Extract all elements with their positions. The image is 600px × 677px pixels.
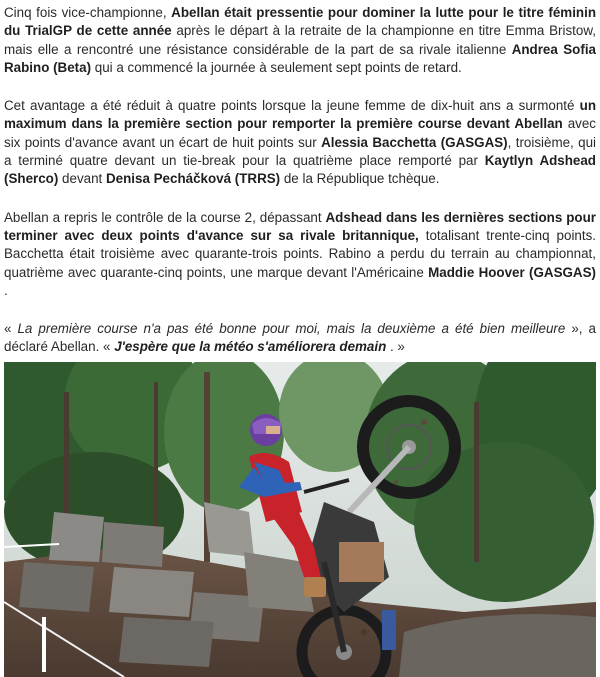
text: après le départ à la retraite de la championne en titre Emma Bristow, mais elle a rencontré une résistance considérable de la part de sa rivale italienne (4, 23, 596, 57)
text: . » (386, 339, 405, 355)
quote-text-bold: J'espère que la météo s'améliorera demain (114, 339, 387, 355)
paragraph-1 (4, 4, 596, 77)
paragraph-2 (4, 97, 596, 188)
text: Abellan a repris le contrôle de la course 2, dépassant (4, 209, 326, 225)
bold-text: un maximum dans la première section pour remporter la première course devant Abellan (4, 98, 596, 132)
text: . (4, 282, 8, 298)
rider-name: Maddie Hoover (GASGAS) (428, 264, 596, 280)
article-body (4, 4, 596, 377)
text: Cet avantage a été réduit à quatre points lorsque la jeune femme de dix-huit ans a surmonté (4, 98, 580, 114)
text: totalisant trente-cinq points. Bacchetta était troisième avec quarante-trois points. Rabino a perdu du terrain au championnat, quatrième avec quarante-cinq points, une marque devant l'Américaine (4, 227, 596, 280)
quote-text: La première course n'a pas été bonne pour moi, mais la deuxième a été bien meilleure (17, 321, 566, 337)
bold-text: Adshead dans les dernières sections pour terminer avec deux points d'avance sur sa rivale britannique, (4, 209, 596, 243)
text: de la République tchèque. (280, 171, 440, 187)
rider-name: Alessia Bacchetta (GASGAS) (321, 134, 508, 150)
text: , troisième, qui a terminé quatre devant un tie-break pour la quatrième place remporté par (4, 134, 596, 169)
rider-name: Denisa Pecháčková (TRRS) (105, 171, 281, 187)
text: devant (58, 171, 106, 187)
rider-name: Kaytlyn Adshead (Sherco) (4, 153, 596, 187)
text: avec six points d'avance avant un écart de huit points sur (4, 116, 596, 150)
text: », a déclaré Abellan. « (4, 321, 596, 355)
rider-name: Andrea Sofia Rabino (Beta) (4, 41, 596, 75)
trial-rider-photo (4, 362, 596, 677)
paragraph-3 (4, 209, 596, 300)
text: Cinq fois vice-championne, (4, 5, 172, 20)
text: qui a commencé la journée à seulement sept points de retard. (91, 59, 462, 75)
bold-text: Abellan était pressentie pour dominer la lutte pour le titre féminin du TrialGP de cette année (4, 5, 596, 39)
text: « (4, 321, 18, 337)
spectator (382, 610, 396, 650)
article-photo (4, 362, 596, 677)
quote-paragraph (4, 320, 596, 357)
